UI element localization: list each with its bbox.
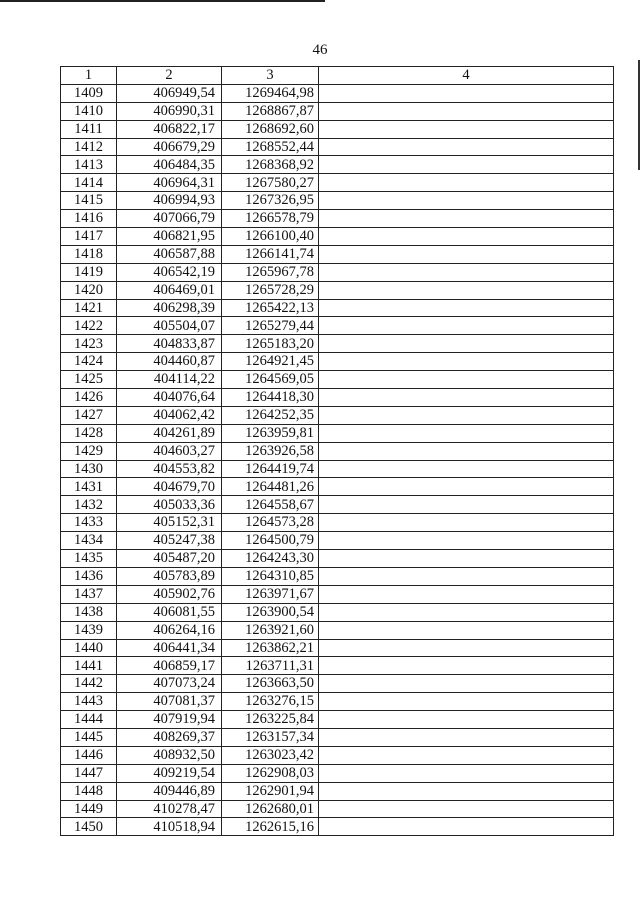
- table-cell: 406081,55: [117, 603, 222, 621]
- table-cell: [319, 478, 614, 496]
- table-cell: 1449: [61, 800, 117, 818]
- table-cell: 1265967,78: [222, 263, 319, 281]
- table-cell: 1432: [61, 496, 117, 514]
- table-cell: 406298,39: [117, 299, 222, 317]
- table-cell: 1266100,40: [222, 228, 319, 246]
- table-cell: 1265728,29: [222, 281, 319, 299]
- table-row: [61, 585, 614, 603]
- table-cell: 404460,87: [117, 353, 222, 371]
- table-cell: 1441: [61, 657, 117, 675]
- table-cell: 1433: [61, 514, 117, 532]
- table-cell: 407066,79: [117, 210, 222, 228]
- table-row: [61, 550, 614, 568]
- table-cell: 406859,17: [117, 657, 222, 675]
- table-cell: 405783,89: [117, 567, 222, 585]
- table-cell: 1264569,05: [222, 371, 319, 389]
- table-cell: 409446,89: [117, 782, 222, 800]
- table-cell: 404062,42: [117, 406, 222, 424]
- table-cell: 407073,24: [117, 675, 222, 693]
- table-cell: 1418: [61, 245, 117, 263]
- table-cell: 406821,95: [117, 228, 222, 246]
- table-cell: [319, 299, 614, 317]
- table-row: [61, 389, 614, 407]
- table-body: [61, 84, 614, 835]
- table-row: [61, 675, 614, 693]
- table-row: [61, 693, 614, 711]
- table-cell: [319, 639, 614, 657]
- table-cell: [319, 460, 614, 478]
- table-row: [61, 102, 614, 120]
- table-cell: [319, 800, 614, 818]
- table-row: [61, 603, 614, 621]
- table-cell: 1421: [61, 299, 117, 317]
- table-row: [61, 281, 614, 299]
- table-cell: [319, 603, 614, 621]
- column-header: 2: [117, 67, 222, 85]
- table-cell: 1410: [61, 102, 117, 120]
- table-header-row: [61, 67, 614, 85]
- table-cell: 1412: [61, 138, 117, 156]
- table-cell: 1425: [61, 371, 117, 389]
- table-cell: [319, 120, 614, 138]
- table-row: [61, 532, 614, 550]
- table-cell: 1266141,74: [222, 245, 319, 263]
- table-row: [61, 818, 614, 836]
- table-cell: 1262901,94: [222, 782, 319, 800]
- table-cell: [319, 228, 614, 246]
- table-cell: [319, 496, 614, 514]
- table-row: [61, 657, 614, 675]
- table-cell: [319, 210, 614, 228]
- table-cell: [319, 728, 614, 746]
- table-cell: 1263959,81: [222, 424, 319, 442]
- table-cell: 406441,34: [117, 639, 222, 657]
- table-cell: 1442: [61, 675, 117, 693]
- table-cell: [319, 281, 614, 299]
- table-cell: 1416: [61, 210, 117, 228]
- table-cell: [319, 174, 614, 192]
- coordinates-table: [60, 66, 614, 836]
- table-cell: [319, 84, 614, 102]
- table-cell: 408269,37: [117, 728, 222, 746]
- table-cell: 1267580,27: [222, 174, 319, 192]
- table-cell: 1269464,98: [222, 84, 319, 102]
- table-cell: 1448: [61, 782, 117, 800]
- table-cell: 1263971,67: [222, 585, 319, 603]
- table-cell: [319, 621, 614, 639]
- table-cell: 1266578,79: [222, 210, 319, 228]
- table-cell: 406994,93: [117, 192, 222, 210]
- table-cell: 410278,47: [117, 800, 222, 818]
- table-cell: 1411: [61, 120, 117, 138]
- table-cell: 1435: [61, 550, 117, 568]
- table-cell: 407919,94: [117, 711, 222, 729]
- table-cell: 1422: [61, 317, 117, 335]
- table-cell: [319, 567, 614, 585]
- table-cell: [319, 693, 614, 711]
- table-row: [61, 442, 614, 460]
- table-row: [61, 210, 614, 228]
- table-cell: 404833,87: [117, 335, 222, 353]
- table-row: [61, 192, 614, 210]
- table-cell: [319, 263, 614, 281]
- table-cell: 1430: [61, 460, 117, 478]
- table-cell: 406679,29: [117, 138, 222, 156]
- table-row: [61, 424, 614, 442]
- table-cell: [319, 102, 614, 120]
- table-cell: [319, 138, 614, 156]
- table-cell: 1439: [61, 621, 117, 639]
- table-row: [61, 317, 614, 335]
- table-row: [61, 639, 614, 657]
- table-cell: 409219,54: [117, 764, 222, 782]
- table-cell: [319, 371, 614, 389]
- table-cell: 405487,20: [117, 550, 222, 568]
- table-row: [61, 728, 614, 746]
- table-cell: 406587,88: [117, 245, 222, 263]
- table-cell: [319, 657, 614, 675]
- table-cell: 1265422,13: [222, 299, 319, 317]
- table-cell: 1263711,31: [222, 657, 319, 675]
- table-cell: 1445: [61, 728, 117, 746]
- table-cell: [319, 353, 614, 371]
- table-cell: 1426: [61, 389, 117, 407]
- table-cell: 1268692,60: [222, 120, 319, 138]
- table-cell: 1267326,95: [222, 192, 319, 210]
- table-row: [61, 764, 614, 782]
- table-cell: 1444: [61, 711, 117, 729]
- table-cell: 1438: [61, 603, 117, 621]
- table-cell: 405504,07: [117, 317, 222, 335]
- table-cell: 406484,35: [117, 156, 222, 174]
- table-row: [61, 228, 614, 246]
- table-cell: [319, 711, 614, 729]
- table-cell: 1262908,03: [222, 764, 319, 782]
- table-cell: 404261,89: [117, 424, 222, 442]
- table-cell: 1413: [61, 156, 117, 174]
- table-cell: 1264558,67: [222, 496, 319, 514]
- table-row: [61, 406, 614, 424]
- table-cell: [319, 192, 614, 210]
- table-cell: [319, 764, 614, 782]
- table-cell: 1264921,45: [222, 353, 319, 371]
- table-cell: 1264481,26: [222, 478, 319, 496]
- table-cell: 1264418,30: [222, 389, 319, 407]
- table-cell: 1265183,20: [222, 335, 319, 353]
- table-cell: 406990,31: [117, 102, 222, 120]
- table-cell: 1264243,30: [222, 550, 319, 568]
- table-cell: 1263023,42: [222, 746, 319, 764]
- table-cell: 406822,17: [117, 120, 222, 138]
- table-cell: 404679,70: [117, 478, 222, 496]
- table-cell: [319, 550, 614, 568]
- table-cell: 1268552,44: [222, 138, 319, 156]
- table-row: [61, 496, 614, 514]
- table-cell: 1419: [61, 263, 117, 281]
- table-cell: 1417: [61, 228, 117, 246]
- table-cell: 1264500,79: [222, 532, 319, 550]
- table-cell: 404603,27: [117, 442, 222, 460]
- table-cell: 1264573,28: [222, 514, 319, 532]
- table-cell: 1263926,58: [222, 442, 319, 460]
- table-cell: [319, 389, 614, 407]
- table-cell: 1424: [61, 353, 117, 371]
- table-cell: 1262615,16: [222, 818, 319, 836]
- table-row: [61, 299, 614, 317]
- table-cell: 405247,38: [117, 532, 222, 550]
- table-cell: 1450: [61, 818, 117, 836]
- table-cell: 1263157,34: [222, 728, 319, 746]
- table-cell: [319, 818, 614, 836]
- page-number: 46: [312, 42, 328, 58]
- table-row: [61, 174, 614, 192]
- table-cell: 1264419,74: [222, 460, 319, 478]
- table-cell: 1415: [61, 192, 117, 210]
- table-cell: [319, 746, 614, 764]
- table-row: [61, 245, 614, 263]
- table-cell: 1428: [61, 424, 117, 442]
- table-row: [61, 138, 614, 156]
- table-cell: [319, 442, 614, 460]
- table-cell: [319, 585, 614, 603]
- table-cell: [319, 245, 614, 263]
- table-cell: 1437: [61, 585, 117, 603]
- table-row: [61, 746, 614, 764]
- table-row: [61, 84, 614, 102]
- table-row: [61, 335, 614, 353]
- table-cell: 404076,64: [117, 389, 222, 407]
- table-cell: 1447: [61, 764, 117, 782]
- table-cell: 1429: [61, 442, 117, 460]
- table-cell: 1427: [61, 406, 117, 424]
- table-row: [61, 460, 614, 478]
- table-row: [61, 371, 614, 389]
- table-cell: 1265279,44: [222, 317, 319, 335]
- table-cell: 405033,36: [117, 496, 222, 514]
- table-cell: 405902,76: [117, 585, 222, 603]
- column-header: 3: [222, 67, 319, 85]
- table-cell: 1263276,15: [222, 693, 319, 711]
- table-cell: [319, 406, 614, 424]
- table-cell: 1264310,85: [222, 567, 319, 585]
- table-cell: 406264,16: [117, 621, 222, 639]
- table-cell: 1436: [61, 567, 117, 585]
- table-cell: 406964,31: [117, 174, 222, 192]
- table-row: [61, 711, 614, 729]
- table-cell: 1443: [61, 693, 117, 711]
- table-cell: 1414: [61, 174, 117, 192]
- column-header: 4: [319, 67, 614, 85]
- table-cell: 1268368,92: [222, 156, 319, 174]
- table-cell: [319, 156, 614, 174]
- table-cell: [319, 782, 614, 800]
- table-cell: 1264252,35: [222, 406, 319, 424]
- table-cell: 410518,94: [117, 818, 222, 836]
- table-cell: 1446: [61, 746, 117, 764]
- table-cell: 1423: [61, 335, 117, 353]
- table-cell: 405152,31: [117, 514, 222, 532]
- table-row: [61, 156, 614, 174]
- table-cell: 404553,82: [117, 460, 222, 478]
- table-row: [61, 621, 614, 639]
- top-rule: [0, 0, 325, 2]
- table-row: [61, 353, 614, 371]
- table-row: [61, 120, 614, 138]
- table-cell: [319, 317, 614, 335]
- table-cell: 1434: [61, 532, 117, 550]
- table-cell: 406542,19: [117, 263, 222, 281]
- table-cell: 406469,01: [117, 281, 222, 299]
- table-row: [61, 782, 614, 800]
- table-cell: [319, 514, 614, 532]
- table-cell: 1263862,21: [222, 639, 319, 657]
- table-cell: [319, 675, 614, 693]
- table-cell: 1263663,50: [222, 675, 319, 693]
- table-cell: 1263225,84: [222, 711, 319, 729]
- column-header: 1: [61, 67, 117, 85]
- table-cell: 1440: [61, 639, 117, 657]
- table-cell: 1262680,01: [222, 800, 319, 818]
- table-cell: 406949,54: [117, 84, 222, 102]
- table-cell: [319, 424, 614, 442]
- table-cell: [319, 335, 614, 353]
- table-row: [61, 567, 614, 585]
- table-row: [61, 514, 614, 532]
- table-cell: 404114,22: [117, 371, 222, 389]
- table-cell: [319, 532, 614, 550]
- table-row: [61, 800, 614, 818]
- table-row: [61, 478, 614, 496]
- table-cell: 1268867,87: [222, 102, 319, 120]
- table-cell: 1431: [61, 478, 117, 496]
- table-cell: 1263900,54: [222, 603, 319, 621]
- table-cell: 1263921,60: [222, 621, 319, 639]
- table-row: [61, 263, 614, 281]
- table-cell: 1409: [61, 84, 117, 102]
- table-cell: 1420: [61, 281, 117, 299]
- table-cell: 407081,37: [117, 693, 222, 711]
- table-cell: 408932,50: [117, 746, 222, 764]
